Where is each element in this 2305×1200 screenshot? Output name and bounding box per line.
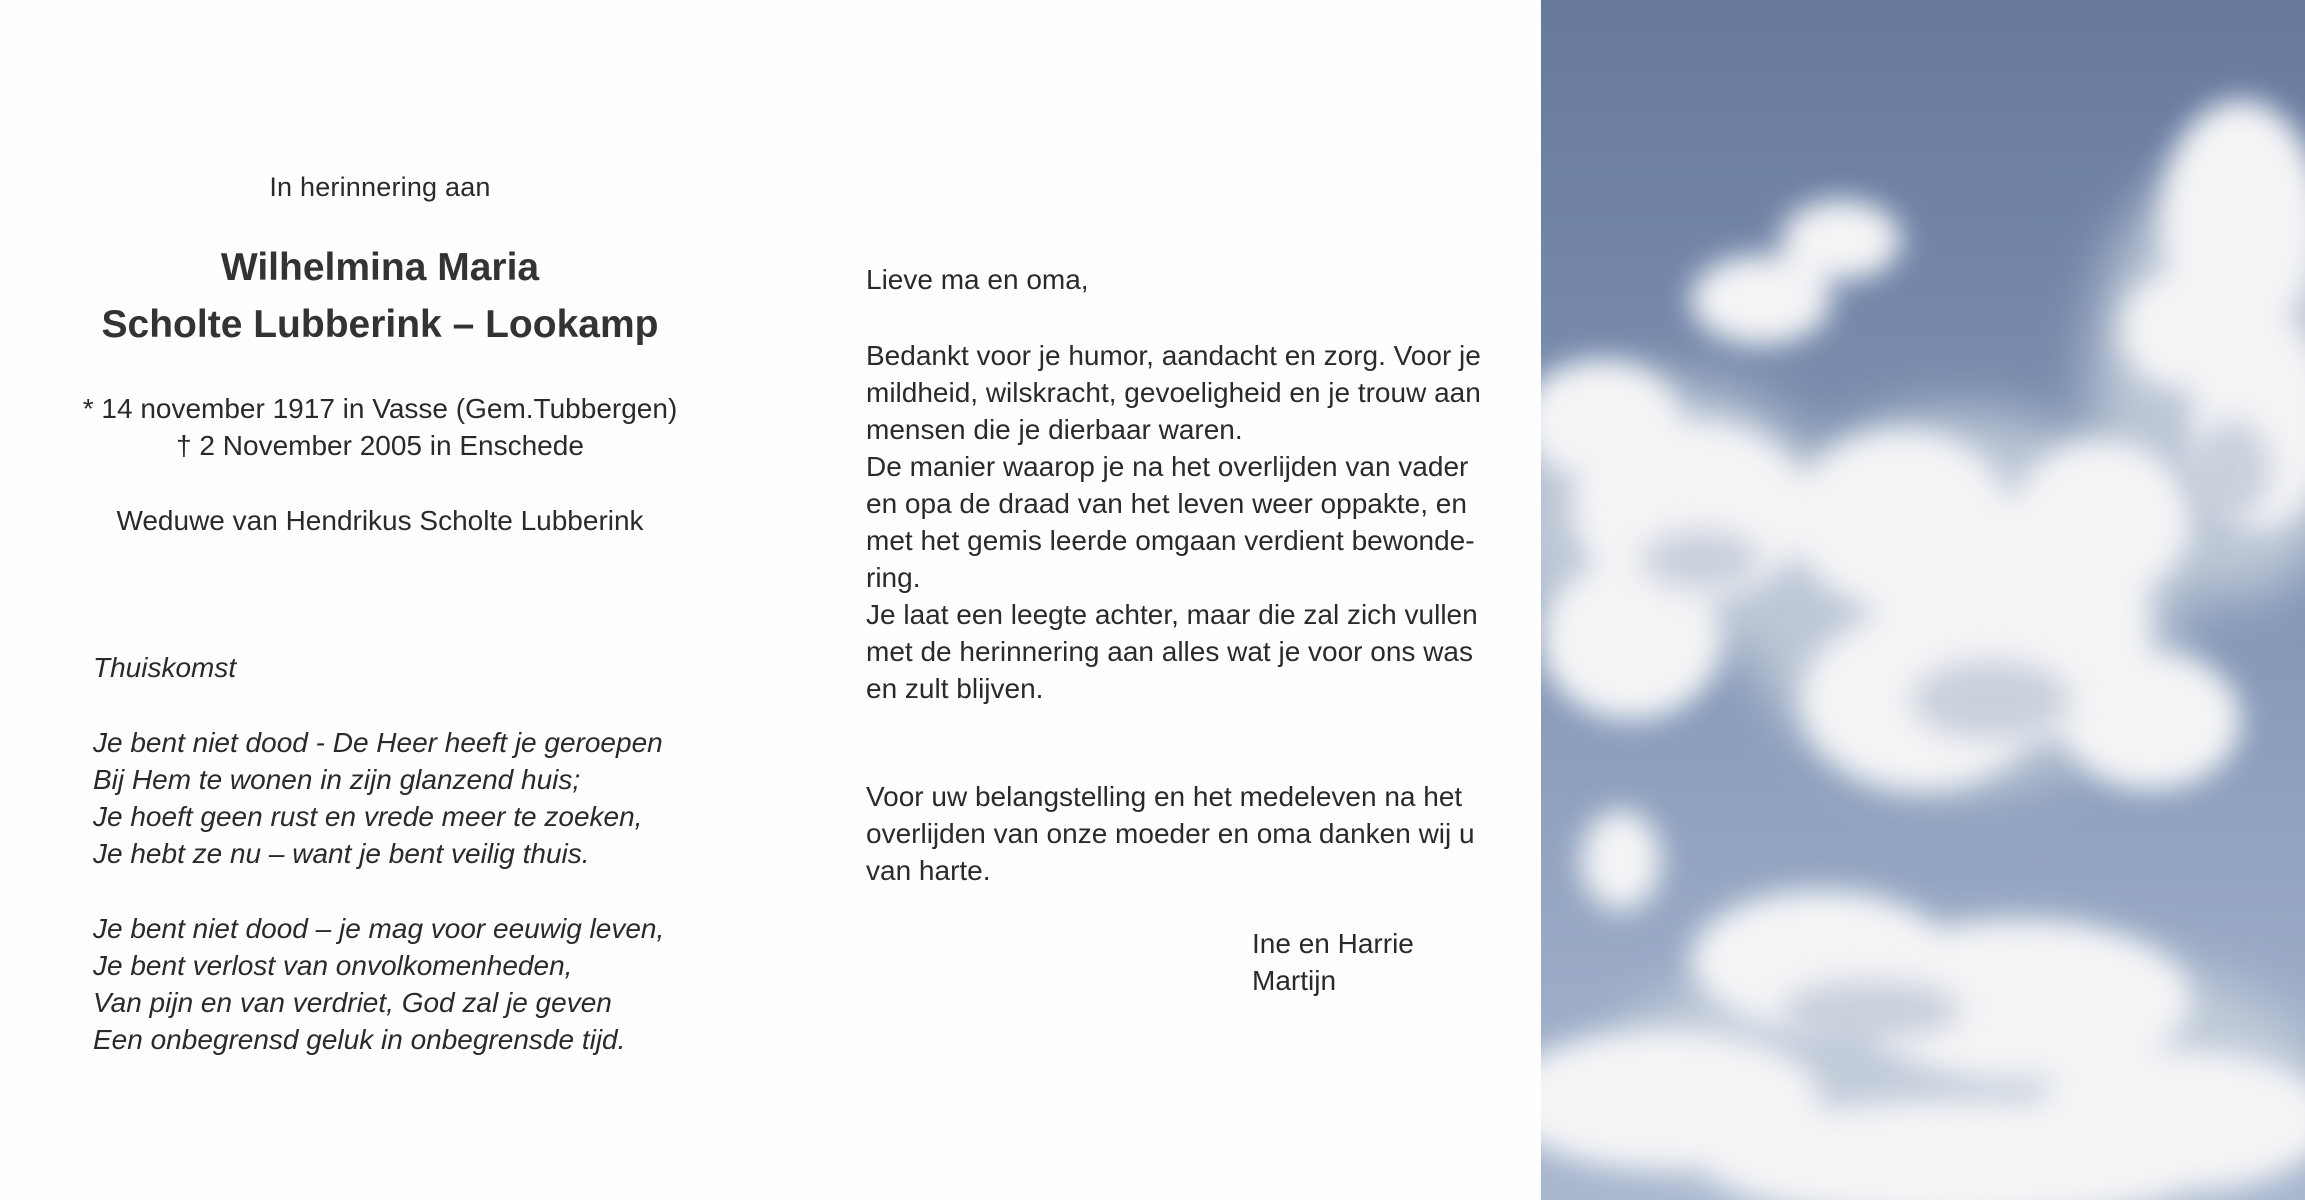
thanks-line: met de herinnering aan alles wat je voor ons was bbox=[866, 636, 1474, 667]
thanks-line: Je laat een leegte achter, maar die zal zich vullen bbox=[866, 599, 1478, 630]
condolence-line: van harte. bbox=[866, 855, 991, 886]
poem-line: Je bent niet dood - De Heer heeft je geroepen bbox=[93, 727, 663, 758]
greeting: Lieve ma en oma, bbox=[866, 264, 1089, 295]
thanks-line: mildheid, wilskracht, gevoeligheid en je trouw aan bbox=[866, 377, 1481, 408]
thanks-line: met het gemis leerde omgaan verdient bewonde- bbox=[866, 525, 1475, 556]
poem-line: Je hoeft geen rust en vrede meer te zoeken, bbox=[93, 801, 643, 832]
thanks-line: Bedankt voor je humor, aandacht en zorg. Voor je bbox=[866, 340, 1481, 371]
widow-of: Weduwe van Hendrikus Scholte Lubberink bbox=[116, 505, 644, 536]
deceased-name-first: Wilhelmina Maria bbox=[220, 246, 540, 289]
birth-date: * 14 november 1917 in Vasse (Gem.Tubbergen) bbox=[82, 393, 678, 424]
thanks-paragraph bbox=[866, 337, 1481, 707]
poem-line: Bij Hem te wonen in zijn glanzend huis; bbox=[93, 764, 581, 795]
thanks-line: en zult blijven. bbox=[866, 673, 1044, 704]
death-date: † 2 November 2005 in Enschede bbox=[176, 430, 584, 461]
thanks-line: mensen die je dierbaar waren. bbox=[866, 414, 1243, 445]
poem-line: Van pijn en van verdriet, God zal je geven bbox=[93, 987, 612, 1018]
clouds-illustration bbox=[1541, 0, 2305, 1200]
condolence-line: Voor uw belangstelling en het medeleven na het bbox=[866, 781, 1463, 812]
condolence-line: overlijden van onze moeder en oma danken wij u bbox=[866, 818, 1475, 849]
deceased-name-last: Scholte Lubberink – Lookamp bbox=[101, 303, 659, 346]
condolence-paragraph bbox=[866, 778, 1475, 889]
signature bbox=[1252, 925, 1414, 999]
poem-line: Je bent niet dood – je mag voor eeuwig leven, bbox=[93, 913, 665, 944]
thanks-line: ring. bbox=[866, 562, 921, 593]
poem-line: Je bent verlost van onvolkomenheden, bbox=[93, 950, 573, 981]
sky-clouds-image bbox=[1541, 0, 2305, 1200]
poem-title: Thuiskomst bbox=[93, 652, 237, 683]
poem-line: Je hebt ze nu – want je bent veilig thuis. bbox=[93, 838, 590, 869]
poem-line: Een onbegrensd geluk in onbegrensde tijd. bbox=[93, 1024, 626, 1055]
poem-stanza-2 bbox=[93, 910, 664, 1058]
intro-text: In herinnering aan bbox=[269, 172, 491, 202]
signature-line: Ine en Harrie bbox=[1252, 928, 1414, 959]
thanks-line: De manier waarop je na het overlijden van vader bbox=[866, 451, 1469, 482]
poem-stanza-1 bbox=[93, 724, 663, 872]
signature-line: Martijn bbox=[1252, 965, 1337, 996]
thanks-line: en opa de draad van het leven weer oppakte, en bbox=[866, 488, 1467, 519]
